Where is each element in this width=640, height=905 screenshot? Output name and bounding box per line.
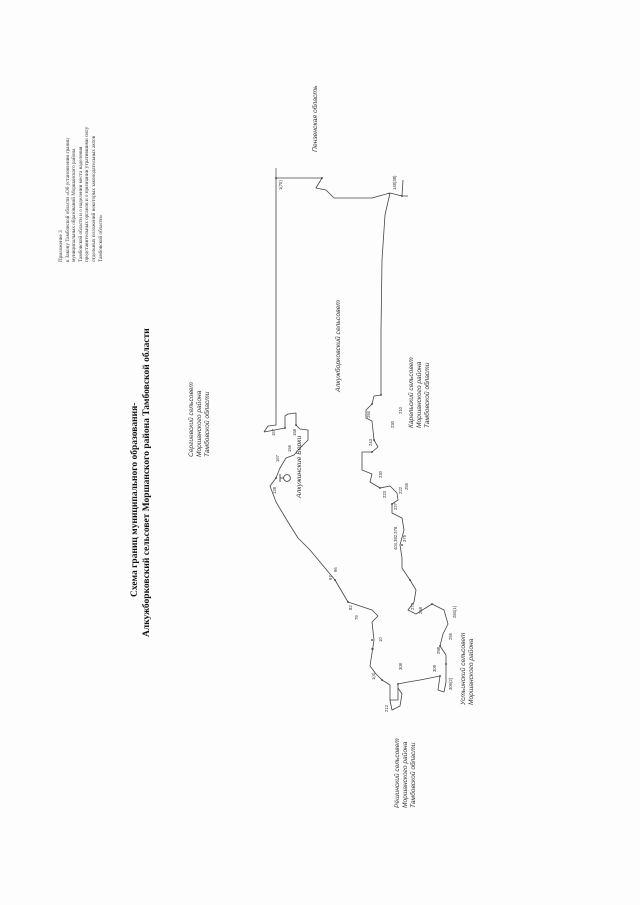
- point-label: 10: [378, 637, 383, 642]
- point-label: 256: [448, 633, 453, 640]
- region-label-sergievsky: Сергиевский сельсовет Моршанского района Тамбовской области: [188, 382, 211, 457]
- point-label: 148(38): [392, 175, 397, 190]
- point-label: 212: [384, 705, 389, 712]
- map-title-line1: Схема границ муниципального образования-: [130, 402, 140, 597]
- appendix-text: Приложение 3 к Закону Тамбовской области «Об установлении границ муниципальных образований Моршанского района Тамбовской области и о наделении места наделения представительных органов и о признании утратившими силу отдельных положений некоторых законодательных актов Тамбовской области»: [58, 126, 104, 262]
- point-label: 1(4): [371, 672, 376, 680]
- point-label: 8: [370, 647, 375, 650]
- point-label: 157: [271, 429, 276, 436]
- point-label: 96: [333, 567, 338, 572]
- point-label: 404,382,378: [393, 526, 398, 550]
- point-label: 97: [328, 575, 333, 580]
- point-label: 167: [275, 455, 280, 462]
- municipality-boundary: [264, 175, 448, 700]
- boundary-loop: [390, 688, 402, 710]
- settlement-marker: [284, 475, 291, 482]
- region-label-reshinsky: Рёшинский сельсовет Моршанского района Тамбовской области: [394, 738, 417, 808]
- point-label: 375: [402, 535, 407, 542]
- settlement-label-alkuzhinskie-borki: Алкужинские Борки: [296, 435, 303, 498]
- point-label: 298: [436, 647, 441, 654]
- point-label: 158: [292, 429, 297, 436]
- penza-border-ticks: [276, 168, 408, 196]
- point-label: 1(70): [278, 180, 283, 190]
- point-label: 82: [348, 605, 353, 610]
- point-label: 243: [368, 439, 373, 446]
- point-label: 128: [272, 487, 277, 494]
- point-label: 255: [404, 483, 409, 490]
- point-label: 306(2): [448, 677, 453, 690]
- point-label: 230: [378, 471, 383, 478]
- point-label: 227: [393, 503, 398, 510]
- region-label-penza: Пензенская область: [312, 85, 319, 152]
- point-label: 230: [390, 421, 395, 428]
- region-label-karelsky: Карельский сельсовет Моршанского района Тамбовской области: [408, 357, 431, 428]
- point-label: 156: [287, 445, 292, 452]
- point-label: 309: [432, 665, 437, 672]
- point-label: 294: [366, 411, 371, 418]
- point-label: 222: [398, 487, 403, 494]
- point-label: 79: [354, 615, 359, 620]
- point-label: 308: [398, 663, 403, 670]
- point-label: 210: [398, 407, 403, 414]
- point-label: 268: [418, 607, 423, 614]
- map-title-line2: Алкужборковский сельсовет Моршанского района Тамбовской области: [142, 328, 152, 637]
- point-label: 223: [382, 491, 387, 498]
- region-label-ustyinsky: Устьинский сельсовет Моршанского района: [460, 632, 475, 705]
- point-label: 284(1): [452, 605, 457, 618]
- settlement-marker-stem: [280, 474, 284, 482]
- point-label: 273: [410, 603, 415, 610]
- region-label-alkuzhborkovsky: Алкужборковский сельсовет: [335, 300, 342, 392]
